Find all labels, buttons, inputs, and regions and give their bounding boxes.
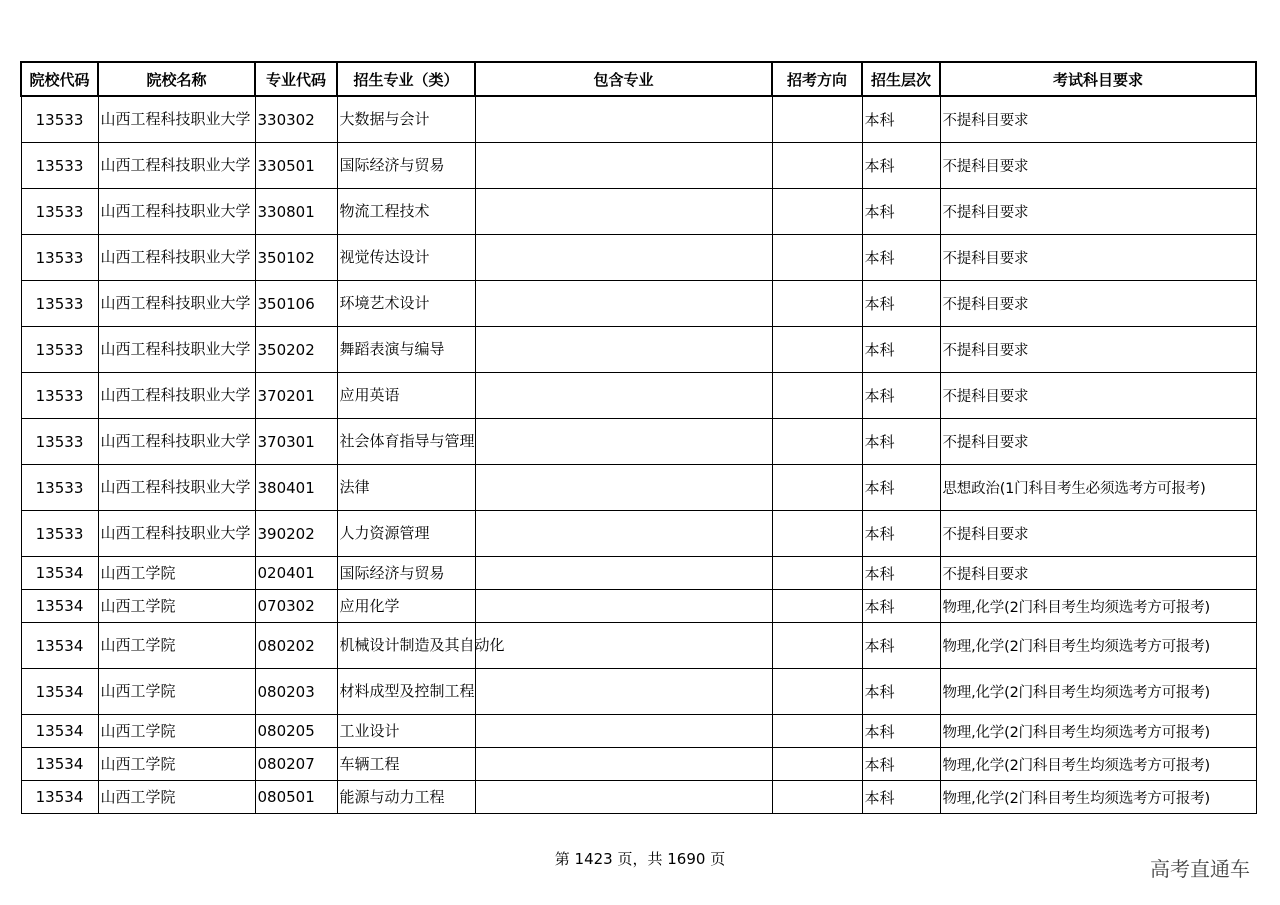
requirement-cell: 物理,化学(2门科目考生均须选考方可报考) (940, 590, 1256, 623)
table-header-row (21, 62, 1256, 96)
requirement-cell: 不提科目要求 (940, 189, 1256, 235)
included-majors-cell (475, 623, 772, 669)
table-row (21, 96, 1256, 143)
requirement-cell: 物理,化学(2门科目考生均须选考方可报考) (940, 669, 1256, 715)
included-majors-cell (475, 781, 772, 814)
level-cell: 本科 (862, 281, 940, 327)
table-row (21, 235, 1256, 281)
level-cell: 本科 (862, 465, 940, 511)
school-name-cell: 山西工程科技职业大学 (98, 96, 255, 143)
major-cell: 社会体育指导与管理 (337, 419, 475, 465)
included-majors-cell (475, 511, 772, 557)
school-code-cell: 13533 (21, 511, 98, 557)
major-cell: 大数据与会计 (337, 96, 475, 143)
major-cell: 应用英语 (337, 373, 475, 419)
table-body (21, 96, 1256, 814)
requirement-cell: 物理,化学(2门科目考生均须选考方可报考) (940, 623, 1256, 669)
header-included-majors: 包含专业 (475, 62, 772, 96)
school-code-cell: 13533 (21, 465, 98, 511)
major-code-cell: 350202 (255, 327, 337, 373)
school-name-cell: 山西工程科技职业大学 (98, 143, 255, 189)
school-name-cell: 山西工程科技职业大学 (98, 373, 255, 419)
included-majors-cell (475, 557, 772, 590)
school-code-cell: 13533 (21, 189, 98, 235)
major-cell: 国际经济与贸易 (337, 557, 475, 590)
direction-cell (772, 781, 862, 814)
direction-cell (772, 748, 862, 781)
header-direction: 招考方向 (772, 62, 862, 96)
level-cell: 本科 (862, 419, 940, 465)
school-name-cell: 山西工学院 (98, 590, 255, 623)
table-row (21, 143, 1256, 189)
school-name-cell: 山西工学院 (98, 715, 255, 748)
direction-cell (772, 143, 862, 189)
direction-cell (772, 189, 862, 235)
school-name-cell: 山西工程科技职业大学 (98, 235, 255, 281)
major-code-cell: 330801 (255, 189, 337, 235)
direction-cell (772, 715, 862, 748)
major-code-cell: 080203 (255, 669, 337, 715)
watermark-text: 高考直通车 (1150, 857, 1250, 881)
direction-cell (772, 96, 862, 143)
school-code-cell: 13534 (21, 748, 98, 781)
included-majors-cell (475, 235, 772, 281)
direction-cell (772, 669, 862, 715)
header-level: 招生层次 (862, 62, 940, 96)
included-majors-cell (475, 748, 772, 781)
page-number: 第 1423 页，共 1690 页 (554, 850, 726, 868)
included-majors-cell (475, 373, 772, 419)
requirement-cell: 不提科目要求 (940, 373, 1256, 419)
included-majors-cell (475, 465, 772, 511)
major-code-cell: 080501 (255, 781, 337, 814)
school-name-cell: 山西工学院 (98, 781, 255, 814)
requirement-cell: 不提科目要求 (940, 235, 1256, 281)
included-majors-cell (475, 669, 772, 715)
level-cell: 本科 (862, 748, 940, 781)
school-code-cell: 13533 (21, 281, 98, 327)
direction-cell (772, 557, 862, 590)
major-cell: 法律 (337, 465, 475, 511)
major-cell: 视觉传达设计 (337, 235, 475, 281)
major-cell: 工业设计 (337, 715, 475, 748)
direction-cell (772, 511, 862, 557)
level-cell: 本科 (862, 143, 940, 189)
major-code-cell: 350106 (255, 281, 337, 327)
table-row (21, 623, 1256, 669)
requirement-cell: 物理,化学(2门科目考生均须选考方可报考) (940, 748, 1256, 781)
header-major-code: 专业代码 (255, 62, 337, 96)
school-name-cell: 山西工学院 (98, 557, 255, 590)
included-majors-cell (475, 590, 772, 623)
included-majors-cell (475, 715, 772, 748)
direction-cell (772, 327, 862, 373)
direction-cell (772, 623, 862, 669)
level-cell: 本科 (862, 781, 940, 814)
table-row (21, 511, 1256, 557)
level-cell: 本科 (862, 557, 940, 590)
included-majors-cell (475, 96, 772, 143)
major-code-cell: 070302 (255, 590, 337, 623)
major-code-cell: 350102 (255, 235, 337, 281)
school-code-cell: 13533 (21, 235, 98, 281)
table-row (21, 373, 1256, 419)
level-cell: 本科 (862, 189, 940, 235)
school-name-cell: 山西工程科技职业大学 (98, 327, 255, 373)
requirement-cell: 不提科目要求 (940, 419, 1256, 465)
table-row (21, 281, 1256, 327)
table-row (21, 669, 1256, 715)
level-cell: 本科 (862, 669, 940, 715)
school-code-cell: 13534 (21, 669, 98, 715)
table-row (21, 781, 1256, 814)
school-code-cell: 13534 (21, 623, 98, 669)
school-code-cell: 13533 (21, 419, 98, 465)
level-cell: 本科 (862, 511, 940, 557)
table-row (21, 189, 1256, 235)
included-majors-cell (475, 327, 772, 373)
major-code-cell: 330501 (255, 143, 337, 189)
level-cell: 本科 (862, 623, 940, 669)
requirement-cell: 物理,化学(2门科目考生均须选考方可报考) (940, 781, 1256, 814)
school-code-cell: 13534 (21, 781, 98, 814)
level-cell: 本科 (862, 590, 940, 623)
level-cell: 本科 (862, 96, 940, 143)
included-majors-cell (475, 189, 772, 235)
requirement-cell: 思想政治(1门科目考生必须选考方可报考) (940, 465, 1256, 511)
direction-cell (772, 590, 862, 623)
major-code-cell: 390202 (255, 511, 337, 557)
school-code-cell: 13533 (21, 327, 98, 373)
major-code-cell: 080205 (255, 715, 337, 748)
requirement-cell: 物理,化学(2门科目考生均须选考方可报考) (940, 715, 1256, 748)
direction-cell (772, 465, 862, 511)
major-cell: 人力资源管理 (337, 511, 475, 557)
direction-cell (772, 281, 862, 327)
school-name-cell: 山西工学院 (98, 623, 255, 669)
requirement-cell: 不提科目要求 (940, 511, 1256, 557)
major-cell: 材料成型及控制工程 (337, 669, 475, 715)
header-school-name: 院校名称 (98, 62, 255, 96)
major-code-cell: 080207 (255, 748, 337, 781)
major-cell: 物流工程技术 (337, 189, 475, 235)
school-code-cell: 13534 (21, 715, 98, 748)
header-major: 招生专业（类） (337, 62, 475, 96)
major-cell: 国际经济与贸易 (337, 143, 475, 189)
school-name-cell: 山西工程科技职业大学 (98, 281, 255, 327)
school-code-cell: 13533 (21, 373, 98, 419)
table-row (21, 590, 1256, 623)
direction-cell (772, 373, 862, 419)
included-majors-cell (475, 419, 772, 465)
school-code-cell: 13533 (21, 143, 98, 189)
requirement-cell: 不提科目要求 (940, 143, 1256, 189)
level-cell: 本科 (862, 327, 940, 373)
direction-cell (772, 419, 862, 465)
major-cell: 车辆工程 (337, 748, 475, 781)
major-code-cell: 330302 (255, 96, 337, 143)
major-cell: 环境艺术设计 (337, 281, 475, 327)
school-code-cell: 13533 (21, 96, 98, 143)
requirement-cell: 不提科目要求 (940, 281, 1256, 327)
school-name-cell: 山西工程科技职业大学 (98, 511, 255, 557)
requirement-cell: 不提科目要求 (940, 327, 1256, 373)
school-code-cell: 13534 (21, 557, 98, 590)
requirement-cell: 不提科目要求 (940, 557, 1256, 590)
school-code-cell: 13534 (21, 590, 98, 623)
level-cell: 本科 (862, 373, 940, 419)
school-name-cell: 山西工程科技职业大学 (98, 189, 255, 235)
table-row (21, 465, 1256, 511)
header-school-code: 院校代码 (21, 62, 98, 96)
major-code-cell: 080202 (255, 623, 337, 669)
major-code-cell: 020401 (255, 557, 337, 590)
major-code-cell: 370201 (255, 373, 337, 419)
table-row (21, 715, 1256, 748)
school-name-cell: 山西工程科技职业大学 (98, 465, 255, 511)
requirement-cell: 不提科目要求 (940, 96, 1256, 143)
table-row (21, 327, 1256, 373)
major-cell: 舞蹈表演与编导 (337, 327, 475, 373)
major-cell: 机械设计制造及其自动化 (337, 623, 475, 669)
header-requirement: 考试科目要求 (940, 62, 1256, 96)
table-row (21, 419, 1256, 465)
major-code-cell: 380401 (255, 465, 337, 511)
major-cell: 应用化学 (337, 590, 475, 623)
level-cell: 本科 (862, 715, 940, 748)
table-row (21, 557, 1256, 590)
major-cell: 能源与动力工程 (337, 781, 475, 814)
major-code-cell: 370301 (255, 419, 337, 465)
level-cell: 本科 (862, 235, 940, 281)
school-name-cell: 山西工程科技职业大学 (98, 419, 255, 465)
direction-cell (772, 235, 862, 281)
table-row (21, 748, 1256, 781)
admission-table (20, 61, 1257, 814)
school-name-cell: 山西工学院 (98, 748, 255, 781)
school-name-cell: 山西工学院 (98, 669, 255, 715)
included-majors-cell (475, 281, 772, 327)
included-majors-cell (475, 143, 772, 189)
